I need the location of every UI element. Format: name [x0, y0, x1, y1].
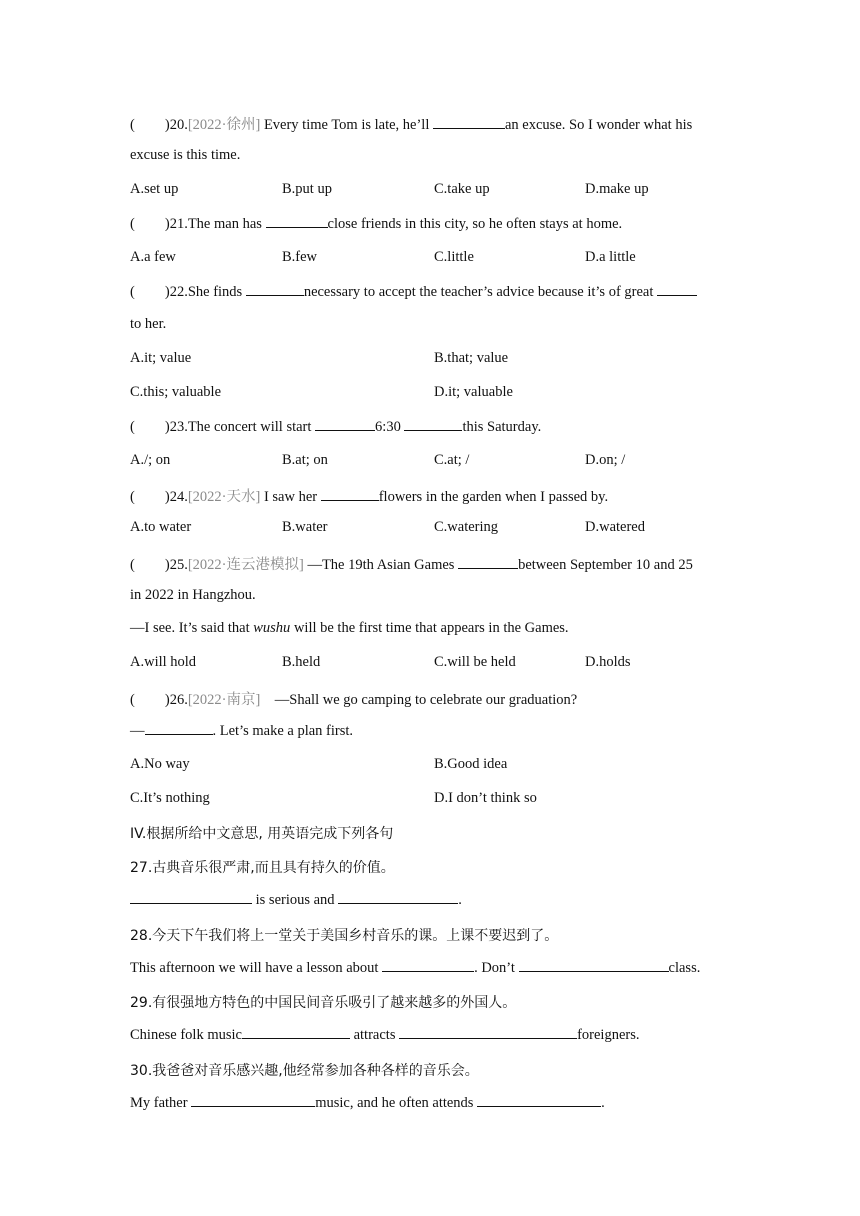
question-22-line1: ( )22.She finds necessary to accept the teacher’s advice because it’s of great [130, 283, 697, 301]
option-a[interactable]: A.will hold [130, 654, 197, 670]
option-c[interactable]: C.take up [434, 181, 490, 197]
question-stem: an excuse. So I wonder what his [505, 117, 693, 133]
question-number: 26. [169, 692, 188, 708]
question-number: 24. [169, 489, 188, 505]
fill-blank[interactable] [399, 1026, 577, 1039]
fill-blank[interactable] [191, 1094, 315, 1107]
fill-blank[interactable] [266, 215, 328, 228]
fill-blank[interactable] [145, 722, 213, 735]
answer-bracket-open: ( [130, 117, 135, 133]
option-d[interactable]: D.make up [585, 181, 649, 197]
fill-blank[interactable] [246, 283, 304, 296]
item-28-chinese: 28.今天下午我们将上一堂关于美国乡村音乐的课。上课不要迟到了。 [130, 928, 559, 944]
fill-blank[interactable] [477, 1094, 601, 1107]
fill-blank[interactable] [458, 556, 518, 569]
italic-term: wushu [253, 620, 291, 636]
question-source: [2022·南京] [187, 692, 261, 708]
option-b[interactable]: B.water [282, 519, 328, 535]
question-stem: —The 19th Asian Games [303, 557, 459, 573]
fill-blank[interactable] [519, 959, 669, 972]
option-a[interactable]: A.a few [130, 249, 176, 265]
option-c[interactable]: C.at; / [434, 452, 470, 468]
option-b[interactable]: B.put up [282, 181, 332, 197]
option-a[interactable]: A./; on [130, 452, 171, 468]
fill-blank[interactable] [130, 891, 252, 904]
option-b[interactable]: B.that; value [434, 350, 509, 366]
fill-blank[interactable] [315, 418, 375, 431]
option-c[interactable]: C.will be held [434, 654, 516, 670]
fill-blank[interactable] [433, 116, 505, 129]
question-stem: close friends in this city, so he often stays at home. [327, 216, 623, 232]
option-c[interactable]: C.this; valuable [130, 384, 222, 400]
question-stem: She finds [187, 284, 246, 300]
question-25-line2: in 2022 in Hangzhou. [130, 587, 256, 603]
question-25-line1: ( )25.[2022·连云港模拟] —The 19th Asian Games between September 10 and 25 [130, 557, 693, 573]
question-21-line1: ( )21.The man has close friends in this city, so he often stays at home. [130, 216, 623, 232]
question-number: 25. [169, 557, 188, 573]
option-a[interactable]: A.it; value [130, 350, 192, 366]
option-c[interactable]: C.little [434, 249, 474, 265]
item-29-english: Chinese folk music attracts foreigners. [130, 1027, 640, 1043]
option-b[interactable]: B.held [282, 654, 321, 670]
question-24-line1: ( )24.[2022·天水] I saw her flowers in the garden when I passed by. [130, 489, 609, 505]
item-30-english: My father music, and he often attends . [130, 1095, 605, 1111]
question-number: 23. [169, 419, 188, 435]
fill-blank[interactable] [382, 959, 474, 972]
question-stem: The concert will start [187, 419, 316, 435]
fill-blank[interactable] [242, 1026, 350, 1039]
question-stem: The man has [187, 216, 266, 232]
question-stem: —Shall we go camping to celebrate our graduation? [260, 692, 578, 708]
option-d[interactable]: D.a little [585, 249, 636, 265]
option-b[interactable]: B.few [282, 249, 318, 265]
option-d[interactable]: D.holds [585, 654, 631, 670]
fill-blank[interactable] [321, 488, 379, 501]
item-28-english: This afternoon we will have a lesson about . Don’t class. [130, 960, 701, 976]
option-d[interactable]: D.watered [585, 519, 645, 535]
item-27-chinese: 27.古典音乐很严肃,而且具有持久的价值。 [130, 860, 395, 876]
question-number: 21. [169, 216, 188, 232]
option-c[interactable]: C.It’s nothing [130, 790, 210, 806]
question-stem: necessary to accept the teacher’s advice because it’s of great [303, 284, 658, 300]
question-source: [2022·连云港模拟] [187, 557, 304, 573]
question-stem: this Saturday. [462, 419, 542, 435]
question-stem: flowers in the garden when I passed by. [378, 489, 609, 505]
question-20-line1: ( )20.[2022·徐州] Every time Tom is late, he’ll an excuse. So I wonder what his [130, 117, 693, 133]
option-c[interactable]: C.watering [434, 519, 499, 535]
fill-blank[interactable] [338, 891, 458, 904]
question-stem: Every time Tom is late, he’ll [260, 117, 433, 133]
item-29-chinese: 29.有很强地方特色的中国民间音乐吸引了越来越多的外国人。 [130, 995, 517, 1011]
question-source: [2022·徐州] [187, 117, 261, 133]
fill-blank[interactable] [657, 283, 697, 296]
question-stem: I saw her [260, 489, 321, 505]
question-23-line1: ( )23.The concert will start 6:30 this Saturday. [130, 419, 542, 435]
fill-blank[interactable] [404, 418, 462, 431]
option-d[interactable]: D.on; / [585, 452, 626, 468]
option-d[interactable]: D.it; valuable [434, 384, 513, 400]
option-a[interactable]: A.set up [130, 181, 179, 197]
question-26-line1: ( )26.[2022·南京] —Shall we go camping to celebrate our graduation? [130, 692, 578, 708]
item-30-chinese: 30.我爸爸对音乐感兴趣,他经常参加各种各样的音乐会。 [130, 1063, 479, 1079]
option-d[interactable]: D.I don’t think so [434, 790, 537, 806]
question-number: 22. [169, 284, 188, 300]
question-22-line2: to her. [130, 316, 167, 332]
question-stem: between September 10 and 25 [518, 557, 693, 573]
question-source: [2022·天水] [187, 489, 261, 505]
question-number: 20. [169, 117, 188, 133]
item-27-english: is serious and . [130, 891, 462, 909]
option-a[interactable]: A.to water [130, 519, 192, 535]
option-a[interactable]: A.No way [130, 756, 190, 772]
question-stem: 6:30 [375, 419, 405, 435]
question-26-line2: — . Let’s make a plan first. [130, 723, 354, 739]
question-20-line2: excuse is this time. [130, 147, 241, 163]
section-4-heading: IV.根据所给中文意思, 用英语完成下列各句 [130, 826, 394, 842]
option-b[interactable]: B.at; on [282, 452, 328, 468]
question-25-line3: —I see. It’s said that wushu will be the first time that appears in the Games. [130, 620, 569, 636]
option-b[interactable]: B.Good idea [434, 756, 508, 772]
